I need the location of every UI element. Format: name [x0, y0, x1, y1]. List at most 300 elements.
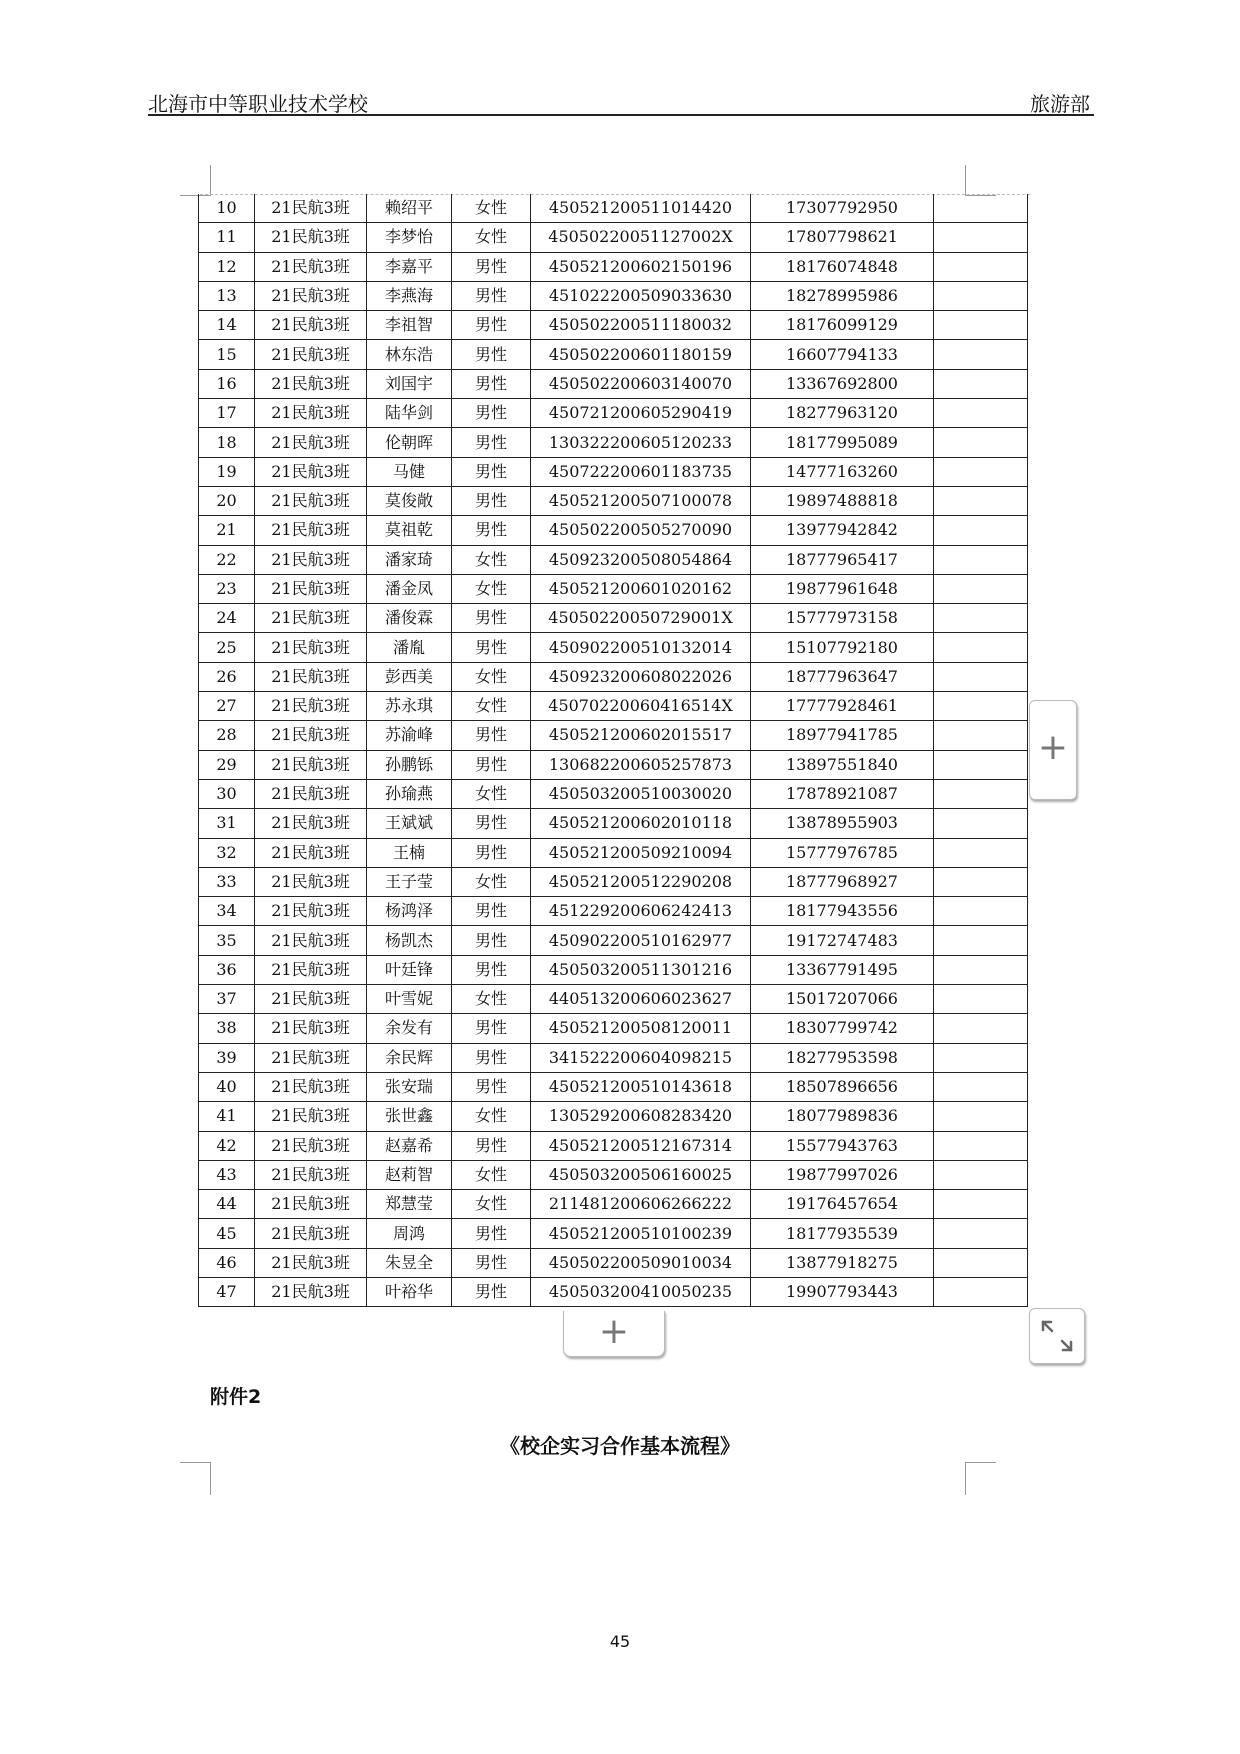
page-number: 45 [609, 1632, 631, 1651]
cell-class: 21民航3班 [255, 926, 367, 955]
table-row [199, 1072, 1028, 1101]
header-rule [148, 114, 1094, 116]
table-row [199, 516, 1028, 545]
cell-empty [934, 750, 1028, 779]
cell-id-number: 450502200601180159 [531, 340, 751, 369]
cell-empty [934, 809, 1028, 838]
cell-id-number: 450521200509210094 [531, 838, 751, 867]
cell-name: 孙鹏铄 [367, 750, 452, 779]
table-row [199, 457, 1028, 486]
cell-empty [934, 955, 1028, 984]
cell-name: 朱昱全 [367, 1248, 452, 1277]
cell-id-number: 450521200602150196 [531, 252, 751, 281]
cell-name: 杨鸿泽 [367, 897, 452, 926]
cell-phone: 19172747483 [751, 926, 934, 955]
cell-id-number: 450521200602015517 [531, 721, 751, 750]
cell-id-number: 450503200506160025 [531, 1160, 751, 1189]
cell-phone: 13367692800 [751, 369, 934, 398]
cell-phone: 18077989836 [751, 1102, 934, 1131]
cell-gender: 男性 [452, 926, 531, 955]
table-row [199, 926, 1028, 955]
cell-number: 45 [199, 1219, 255, 1248]
cell-phone: 18277953598 [751, 1043, 934, 1072]
cell-name: 伦朝晖 [367, 428, 452, 457]
cell-id-number: 450503200410050235 [531, 1277, 751, 1306]
cell-name: 陆华剑 [367, 399, 452, 428]
table-row [199, 194, 1028, 223]
cell-number: 34 [199, 897, 255, 926]
cell-id-number: 450503200510030020 [531, 779, 751, 808]
cell-number: 32 [199, 838, 255, 867]
cell-class: 21民航3班 [255, 1160, 367, 1189]
cell-number: 29 [199, 750, 255, 779]
cell-id-number: 450521200512290208 [531, 867, 751, 896]
table-row [199, 867, 1028, 896]
cell-phone: 19907793443 [751, 1277, 934, 1306]
cell-class: 21民航3班 [255, 985, 367, 1014]
student-roster-table [198, 194, 1028, 1307]
cell-class: 21民航3班 [255, 1219, 367, 1248]
cell-name: 潘俊霖 [367, 604, 452, 633]
cell-id-number: 341522200604098215 [531, 1043, 751, 1072]
cell-id-number: 130322200605120233 [531, 428, 751, 457]
cell-gender: 男性 [452, 486, 531, 515]
cell-empty [934, 1014, 1028, 1043]
cell-name: 莫俊敞 [367, 486, 452, 515]
table-row [199, 955, 1028, 984]
cell-number: 26 [199, 662, 255, 691]
cell-gender: 女性 [452, 194, 531, 223]
cell-id-number: 450721200605290419 [531, 399, 751, 428]
cell-class: 21民航3班 [255, 779, 367, 808]
cell-id-number: 450521200601020162 [531, 574, 751, 603]
cell-class: 21民航3班 [255, 369, 367, 398]
cell-name: 潘胤 [367, 633, 452, 662]
crop-mark-top-right [965, 165, 996, 196]
cell-gender: 女性 [452, 1102, 531, 1131]
cell-empty [934, 369, 1028, 398]
cell-number: 14 [199, 311, 255, 340]
cell-empty [934, 604, 1028, 633]
cell-gender: 男性 [452, 1043, 531, 1072]
cell-name: 李嘉平 [367, 252, 452, 281]
cell-name: 李梦怡 [367, 223, 452, 252]
cell-class: 21民航3班 [255, 604, 367, 633]
cell-number: 27 [199, 692, 255, 721]
cell-gender: 男性 [452, 1014, 531, 1043]
cell-class: 21民航3班 [255, 457, 367, 486]
cell-phone: 15107792180 [751, 633, 934, 662]
cell-id-number: 451022200509033630 [531, 281, 751, 310]
cell-phone: 18277963120 [751, 399, 934, 428]
cell-empty [934, 340, 1028, 369]
cell-phone: 19877961648 [751, 574, 934, 603]
cell-phone: 17878921087 [751, 779, 934, 808]
cell-number: 47 [199, 1277, 255, 1306]
cell-gender: 男性 [452, 721, 531, 750]
cell-gender: 男性 [452, 369, 531, 398]
cell-phone: 17777928461 [751, 692, 934, 721]
cell-empty [934, 281, 1028, 310]
table-row [199, 1248, 1028, 1277]
cell-class: 21民航3班 [255, 399, 367, 428]
header-department: 旅游部 [1030, 92, 1090, 116]
cell-number: 35 [199, 926, 255, 955]
cell-name: 赵嘉希 [367, 1131, 452, 1160]
table-row [199, 1277, 1028, 1306]
cell-name: 莫祖乾 [367, 516, 452, 545]
cell-gender: 男性 [452, 1277, 531, 1306]
cell-number: 12 [199, 252, 255, 281]
cell-name: 赵莉智 [367, 1160, 452, 1189]
cell-empty [934, 692, 1028, 721]
cell-class: 21民航3班 [255, 1043, 367, 1072]
cell-number: 28 [199, 721, 255, 750]
table-row [199, 369, 1028, 398]
cell-id-number: 440513200606023627 [531, 985, 751, 1014]
cell-phone: 18176099129 [751, 311, 934, 340]
cell-number: 43 [199, 1160, 255, 1189]
cell-phone: 18307799742 [751, 1014, 934, 1043]
cell-number: 39 [199, 1043, 255, 1072]
cell-empty [934, 1043, 1028, 1072]
cell-gender: 女性 [452, 867, 531, 896]
cell-phone: 18507896656 [751, 1072, 934, 1101]
cell-empty [934, 633, 1028, 662]
table-row [199, 662, 1028, 691]
cell-number: 17 [199, 399, 255, 428]
cell-class: 21民航3班 [255, 1014, 367, 1043]
cell-number: 46 [199, 1248, 255, 1277]
cell-number: 10 [199, 194, 255, 223]
cell-class: 21民航3班 [255, 311, 367, 340]
cell-empty [934, 399, 1028, 428]
table-row [199, 1014, 1028, 1043]
cell-class: 21民航3班 [255, 1248, 367, 1277]
cell-name: 周鸿 [367, 1219, 452, 1248]
table-row [199, 750, 1028, 779]
cell-name: 彭西美 [367, 662, 452, 691]
cell-number: 44 [199, 1190, 255, 1219]
cell-class: 21民航3班 [255, 574, 367, 603]
cell-gender: 男性 [452, 750, 531, 779]
cell-class: 21民航3班 [255, 662, 367, 691]
cell-gender: 男性 [452, 809, 531, 838]
cell-empty [934, 428, 1028, 457]
cell-class: 21民航3班 [255, 633, 367, 662]
cell-phone: 15777973158 [751, 604, 934, 633]
cell-name: 余发有 [367, 1014, 452, 1043]
cell-gender: 男性 [452, 838, 531, 867]
table-row [199, 1190, 1028, 1219]
cell-id-number: 130529200608283420 [531, 1102, 751, 1131]
table-row [199, 897, 1028, 926]
cell-class: 21民航3班 [255, 750, 367, 779]
cell-class: 21民航3班 [255, 486, 367, 515]
cell-number: 11 [199, 223, 255, 252]
cell-name: 潘家琦 [367, 545, 452, 574]
cell-name: 潘金凤 [367, 574, 452, 603]
cell-phone: 19176457654 [751, 1190, 934, 1219]
cell-phone: 16607794133 [751, 340, 934, 369]
cell-empty [934, 1248, 1028, 1277]
cell-gender: 男性 [452, 1072, 531, 1101]
cell-name: 杨凯杰 [367, 926, 452, 955]
cell-id-number: 45050220050729001X [531, 604, 751, 633]
cell-id-number: 450502200511180032 [531, 311, 751, 340]
add-column-button[interactable] [1029, 700, 1077, 800]
cell-phone: 15777976785 [751, 838, 934, 867]
table-row [199, 692, 1028, 721]
cell-class: 21民航3班 [255, 281, 367, 310]
cell-phone: 18777963647 [751, 662, 934, 691]
cell-number: 19 [199, 457, 255, 486]
cell-number: 36 [199, 955, 255, 984]
cell-empty [934, 1160, 1028, 1189]
cell-id-number: 450521200507100078 [531, 486, 751, 515]
plus-icon: + [1037, 727, 1069, 768]
cell-class: 21民航3班 [255, 809, 367, 838]
table-row [199, 1131, 1028, 1160]
cell-id-number: 130682200605257873 [531, 750, 751, 779]
flow-title: 《校企实习合作基本流程》 [500, 1434, 740, 1458]
cell-id-number: 450521200510100239 [531, 1219, 751, 1248]
cell-class: 21民航3班 [255, 838, 367, 867]
cell-phone: 19877997026 [751, 1160, 934, 1189]
cell-number: 20 [199, 486, 255, 515]
cell-name: 叶裕华 [367, 1277, 452, 1306]
cell-number: 37 [199, 985, 255, 1014]
table-resize-button[interactable] [1029, 1308, 1085, 1364]
cell-id-number: 450902200510132014 [531, 633, 751, 662]
table-row [199, 721, 1028, 750]
cell-id-number: 450902200510162977 [531, 926, 751, 955]
cell-class: 21民航3班 [255, 1131, 367, 1160]
cell-id-number: 211481200606266222 [531, 1190, 751, 1219]
cell-empty [934, 252, 1028, 281]
table-row [199, 809, 1028, 838]
cell-number: 23 [199, 574, 255, 603]
cell-id-number: 450521200602010118 [531, 809, 751, 838]
cell-empty [934, 1219, 1028, 1248]
header-school: 北海市中等职业技术学校 [148, 92, 368, 116]
cell-gender: 男性 [452, 1248, 531, 1277]
cell-empty [934, 838, 1028, 867]
cell-id-number: 450521200512167314 [531, 1131, 751, 1160]
cell-name: 王子莹 [367, 867, 452, 896]
crop-mark-top-left [180, 165, 211, 196]
table-row [199, 311, 1028, 340]
cell-name: 张安瑞 [367, 1072, 452, 1101]
cell-name: 郑慧莹 [367, 1190, 452, 1219]
table-row [199, 486, 1028, 515]
cell-name: 刘国宇 [367, 369, 452, 398]
cell-id-number: 451229200606242413 [531, 897, 751, 926]
cell-id-number: 450521200511014420 [531, 194, 751, 223]
cell-number: 24 [199, 604, 255, 633]
cell-empty [934, 926, 1028, 955]
cell-id-number: 45050220051127002X [531, 223, 751, 252]
cell-empty [934, 194, 1028, 223]
cell-class: 21民航3班 [255, 867, 367, 896]
cell-empty [934, 486, 1028, 515]
cell-name: 李祖智 [367, 311, 452, 340]
cell-name: 王楠 [367, 838, 452, 867]
cell-phone: 18777968927 [751, 867, 934, 896]
cell-id-number: 450722200601183735 [531, 457, 751, 486]
cell-gender: 男性 [452, 633, 531, 662]
table-row [199, 574, 1028, 603]
table-row [199, 985, 1028, 1014]
cell-phone: 13977942842 [751, 516, 934, 545]
cell-class: 21民航3班 [255, 428, 367, 457]
table-row [199, 281, 1028, 310]
cell-class: 21民航3班 [255, 223, 367, 252]
cell-name: 赖绍平 [367, 194, 452, 223]
cell-phone: 13897551840 [751, 750, 934, 779]
cell-name: 余民辉 [367, 1043, 452, 1072]
cell-empty [934, 1072, 1028, 1101]
cell-id-number: 450502200603140070 [531, 369, 751, 398]
cell-empty [934, 867, 1028, 896]
table-row [199, 1160, 1028, 1189]
cell-class: 21民航3班 [255, 692, 367, 721]
cell-name: 李燕海 [367, 281, 452, 310]
cell-empty [934, 516, 1028, 545]
cell-phone: 13877918275 [751, 1248, 934, 1277]
cell-empty [934, 223, 1028, 252]
cell-class: 21民航3班 [255, 1277, 367, 1306]
cell-class: 21民航3班 [255, 1190, 367, 1219]
cell-number: 18 [199, 428, 255, 457]
cell-empty [934, 662, 1028, 691]
add-row-button[interactable] [563, 1311, 665, 1357]
cell-number: 16 [199, 369, 255, 398]
cell-name: 王斌斌 [367, 809, 452, 838]
cell-gender: 男性 [452, 311, 531, 340]
cell-class: 21民航3班 [255, 721, 367, 750]
cell-phone: 18278995986 [751, 281, 934, 310]
table-row [199, 838, 1028, 867]
cell-gender: 女性 [452, 574, 531, 603]
cell-gender: 男性 [452, 252, 531, 281]
cell-gender: 女性 [452, 1190, 531, 1219]
cell-name: 林东浩 [367, 340, 452, 369]
cell-phone: 13878955903 [751, 809, 934, 838]
resize-diagonal-icon [1030, 1309, 1084, 1363]
cell-gender: 男性 [452, 516, 531, 545]
cell-number: 25 [199, 633, 255, 662]
cell-gender: 男性 [452, 897, 531, 926]
cell-id-number: 45070220060416514X [531, 692, 751, 721]
cell-phone: 15577943763 [751, 1131, 934, 1160]
cell-name: 苏永琪 [367, 692, 452, 721]
cell-number: 42 [199, 1131, 255, 1160]
cell-number: 38 [199, 1014, 255, 1043]
cell-gender: 女性 [452, 223, 531, 252]
cell-empty [934, 1277, 1028, 1306]
cell-number: 21 [199, 516, 255, 545]
cell-gender: 男性 [452, 428, 531, 457]
cell-number: 13 [199, 281, 255, 310]
cell-class: 21民航3班 [255, 340, 367, 369]
cell-phone: 17807798621 [751, 223, 934, 252]
cell-name: 叶廷锋 [367, 955, 452, 984]
cell-number: 41 [199, 1102, 255, 1131]
cell-empty [934, 574, 1028, 603]
cell-phone: 18177943556 [751, 897, 934, 926]
table-row [199, 223, 1028, 252]
cell-phone: 18177995089 [751, 428, 934, 457]
cell-phone: 18977941785 [751, 721, 934, 750]
table-row [199, 779, 1028, 808]
crop-mark-bottom-right [965, 1462, 996, 1495]
cell-number: 33 [199, 867, 255, 896]
cell-name: 张世鑫 [367, 1102, 452, 1131]
cell-number: 15 [199, 340, 255, 369]
cell-phone: 15017207066 [751, 985, 934, 1014]
cell-gender: 男性 [452, 1219, 531, 1248]
cell-empty [934, 721, 1028, 750]
cell-empty [934, 457, 1028, 486]
cell-empty [934, 985, 1028, 1014]
cell-id-number: 450923200608022026 [531, 662, 751, 691]
cell-gender: 男性 [452, 281, 531, 310]
cell-empty [934, 1131, 1028, 1160]
cell-gender: 女性 [452, 692, 531, 721]
cell-gender: 女性 [452, 545, 531, 574]
cell-name: 叶雪妮 [367, 985, 452, 1014]
cell-phone: 18176074848 [751, 252, 934, 281]
table-row [199, 1219, 1028, 1248]
cell-id-number: 450502200505270090 [531, 516, 751, 545]
plus-icon: + [598, 1311, 630, 1352]
cell-class: 21民航3班 [255, 516, 367, 545]
cell-class: 21民航3班 [255, 545, 367, 574]
cell-phone: 17307792950 [751, 194, 934, 223]
cell-empty [934, 311, 1028, 340]
table-row [199, 633, 1028, 662]
cell-phone: 19897488818 [751, 486, 934, 515]
cell-gender: 女性 [452, 779, 531, 808]
cell-class: 21民航3班 [255, 252, 367, 281]
cell-phone: 13367791495 [751, 955, 934, 984]
cell-id-number: 450923200508054864 [531, 545, 751, 574]
cell-number: 31 [199, 809, 255, 838]
cell-id-number: 450502200509010034 [531, 1248, 751, 1277]
cell-phone: 18177935539 [751, 1219, 934, 1248]
cell-gender: 女性 [452, 985, 531, 1014]
cell-empty [934, 1190, 1028, 1219]
cell-id-number: 450521200510143618 [531, 1072, 751, 1101]
table-row [199, 252, 1028, 281]
cell-gender: 男性 [452, 457, 531, 486]
table-row [199, 604, 1028, 633]
cell-gender: 男性 [452, 1131, 531, 1160]
cell-gender: 男性 [452, 399, 531, 428]
cell-class: 21民航3班 [255, 955, 367, 984]
cell-class: 21民航3班 [255, 1102, 367, 1131]
cell-gender: 男性 [452, 340, 531, 369]
cell-empty [934, 545, 1028, 574]
cell-phone: 18777965417 [751, 545, 934, 574]
cell-gender: 男性 [452, 955, 531, 984]
cell-id-number: 450503200511301216 [531, 955, 751, 984]
cell-phone: 14777163260 [751, 457, 934, 486]
cell-empty [934, 779, 1028, 808]
attachment-label: 附件2 [210, 1386, 262, 1408]
table-row [199, 545, 1028, 574]
